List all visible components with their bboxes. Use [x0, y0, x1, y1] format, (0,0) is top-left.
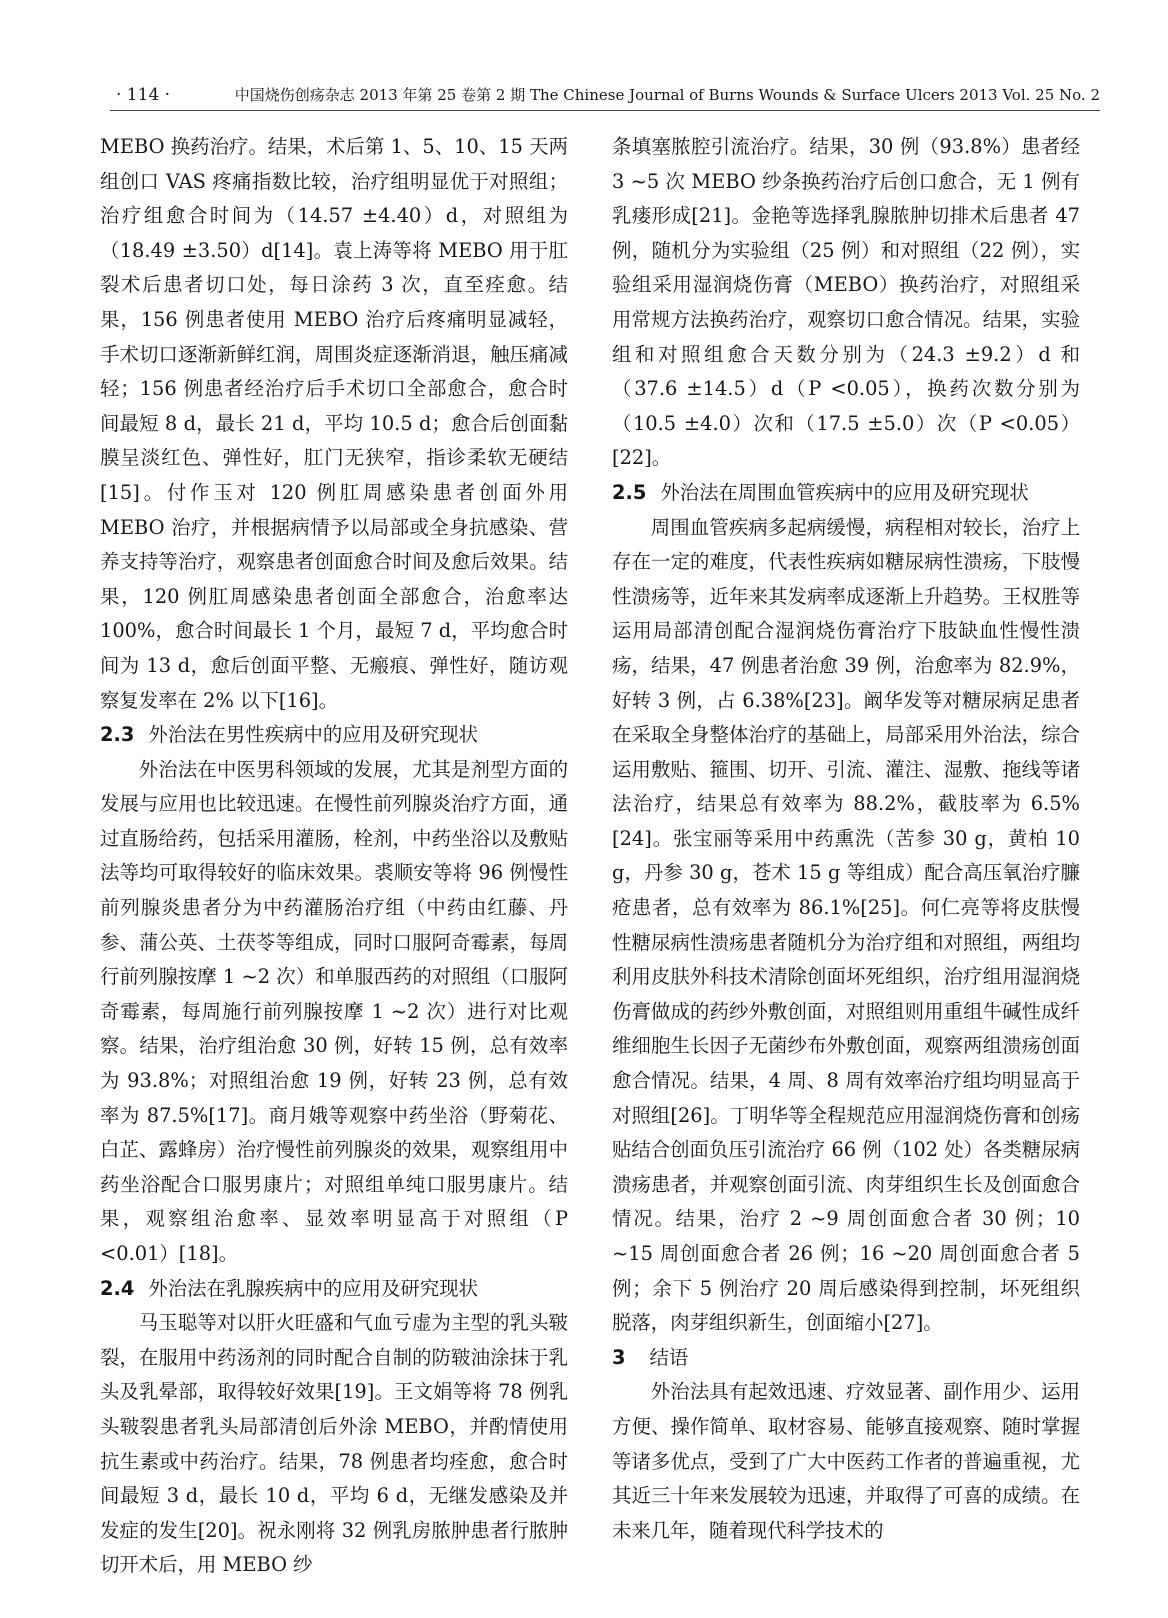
section-title: 外治法在周围血管疾病中的应用及研究现状 [660, 480, 1029, 504]
section-number: 2.4 [100, 1276, 135, 1300]
paragraph-continued: 条填塞脓腔引流治疗。结果，30 例（93.8%）患者经 3 ~5 次 MEBO 纱条换药治疗后创口愈合，无 1 例有乳瘘形成[21]。金艳等选择乳腺脓肿切排术后患者 47 例，随机分为实验组（25 例）和对照组（22 例），实验组采用湿润烧伤膏（MEBO）换药治疗，对照组采用常规方法换药治疗，观察切口愈合情况。结果，实验组和对照组愈合天数分别为（24.3 ±9.2）d 和（37.6 ±14.5）d（P <0.05），换药次数分别为（10.5 ±4.0）次和（17.5 ±5.0）次（P <0.05）[22]。 [612, 135, 1080, 470]
paragraph: 周围血管疾病多起病缓慢，病程相对较长，治疗上存在一定的难度，代表性疾病如糖尿病性溃疡，下肢慢性溃疡等，近年来其发病率成逐渐上升趋势。王权胜等运用局部清创配合湿润烧伤膏治疗下肢缺血性慢性溃疡，结果，47 例患者治愈 39 例，治愈率为 82.9%，好转 3 例，占 6.38%[23]。阚华发等对糖尿病足患者在采取全身整体治疗的基础上，局部采用外治法，综合运用敷贴、箍围、切开、引流、灌注、湿敷、拖线等诸法治疗，结果总有效率为 88.2%，截肢率为 6.5%[24]。张宝丽等采用中药熏洗（苦参 30 g，黄柏 10 g，丹参 30 g，苍术 15 g 等组成）配合高压氧治疗臁疮患者，总有效率为 86.1%[25]。何仁亮等将皮肤慢性糖尿病性溃疡患者随机分为治疗组和对照组，两组均利用皮肤外科技术清除创面坏死组织，治疗组用湿润烧伤膏做成的药纱外敷创面，对照组则用重组牛碱性成纤维细胞生长因子无菌纱布外敷创面，观察两组溃疡创面愈合情况。结果，4 周、8 周有效率治疗组均明显高于对照组[26]。丁明华等全程规范应用湿润烧伤膏和创疡贴结合创面负压引流治疗 66 例（102 处）各类糖尿病溃疡患者，并观察创面引流、肉芽组织生长及创面愈合情况。结果，治疗 2 ~9 周创面愈合者 30 例；10 ~15 周创面愈合者 26 例；16 ~20 周创面愈合者 5 例；余下 5 例治疗 20 周后感染得到控制，坏死组织脱落，肉芽组织新生，创面缩小[27]。 [612, 515, 1080, 1335]
left-column [100, 130, 568, 1583]
paragraph: 外治法具有起效迅速、疗效显著、副作用少、运用方便、操作简单、取材容易、能够直接观察、随时掌握等诸多优点，受到了广大中医药工作者的普遍重视，尤其近三十年来发展较为迅速，并取得了可喜的成绩。在未来几年，随着现代科学技术的 [612, 1380, 1080, 1542]
section-heading-3 [612, 1341, 1080, 1376]
section-heading-2-5 [612, 476, 1080, 511]
section-number: 2.3 [100, 723, 135, 747]
section-title: 外治法在男性疾病中的应用及研究现状 [148, 723, 478, 747]
paragraph: 马玉聪等对以肝火旺盛和气血亏虚为主型的乳头皲裂，在服用中药汤剂的同时配合自制的防皲油涂抹于乳头及乳晕部，取得较好效果[19]。王文娟等将 78 例乳头皲裂患者乳头局部清创后外涂 MEBO，并酌情使用抗生素或中药治疗。结果，78 例患者均痊愈，愈合时间最短 3 d，最长 10 d，平均 6 d，无继发感染及并发症的发生[20]。祝永刚将 32 例乳房脓肿患者行脓肿切开术后，用 MEBO 纱 [100, 1311, 568, 1577]
section-heading-2-4 [100, 1272, 568, 1307]
paragraph: 外治法在中医男科领域的发展，尤其是剂型方面的发展与应用也比较迅速。在慢性前列腺炎治疗方面，通过直肠给药，包括采用灌肠，栓剂，中药坐浴以及敷贴法等均可取得较好的临床效果。裘顺安等将 96 例慢性前列腺炎患者分为中药灌肠治疗组（中药由红藤、丹参、蒲公英、土茯苓等组成，同时口服阿奇霉素，每周行前列腺按摩 1 ~2 次）和单服西药的对照组（口服阿奇霉素，每周施行前列腺按摩 1 ~2 次）进行对比观察。结果，治疗组治愈 30 例，好转 15 例，总有效率为 93.8%；对照组治愈 19 例，好转 23 例，总有效率为 87.5%[17]。商月娥等观察中药坐浴（野菊花、白芷、露蜂房）治疗慢性前列腺炎的效果，观察组用中药坐浴配合口服男康片；对照组单纯口服男康片。结果，观察组治愈率、显效率明显高于对照组（P <0.01）[18]。 [100, 757, 568, 1265]
running-header [110, 80, 1100, 111]
section-heading-2-3 [100, 718, 568, 753]
right-column [612, 130, 1080, 1548]
section-number: 2.5 [612, 480, 647, 504]
section-number: 3 [612, 1345, 626, 1369]
section-title: 外治法在乳腺疾病中的应用及研究现状 [148, 1276, 478, 1300]
paragraph-continued: MEBO 换药治疗。结果，术后第 1、5、10、15 天两组创口 VAS 疼痛指数比较，治疗组明显优于对照组；治疗组愈合时间为（14.57 ±4.40）d，对照组为（18.49 ±3.50）d[14]。袁上涛等将 MEBO 用于肛裂术后患者切口处，每日涂药 3 次，直至痊愈。结果，156 例患者使用 MEBO 治疗后疼痛明显减轻，手术切口逐渐新鲜红润，周围炎症逐渐消退，触压痛减轻；156 例患者经治疗后手术切口全部愈合，愈合时间最短 8 d，最长 21 d，平均 10.5 d；愈合后创面黏膜呈淡红色、弹性好，肛门无狭窄，指诊柔软无硬结[15]。付作玉对 120 例肛周感染患者创面外用 MEBO 治疗，并根据病情予以局部或全身抗感染、营养支持等治疗，观察患者创面愈合时间及愈后效果。结果，120 例肛周感染患者创面全部愈合，治愈率达 100%，愈合时间最长 1 个月，最短 7 d，平均愈合时间为 13 d，愈后创面平整、无瘢痕、弹性好，随访观察复发率在 2% 以下[16]。 [100, 135, 568, 712]
section-title: 结语 [649, 1345, 689, 1369]
journal-citation: 中国烧伤创疡杂志 2013 年第 25 卷第 2 期 The Chinese Journal of Burns Wounds & Surface Ulcers 2013 Vol. 25 No. 2 [234, 86, 1100, 104]
page-number: · 114 · [116, 85, 171, 105]
